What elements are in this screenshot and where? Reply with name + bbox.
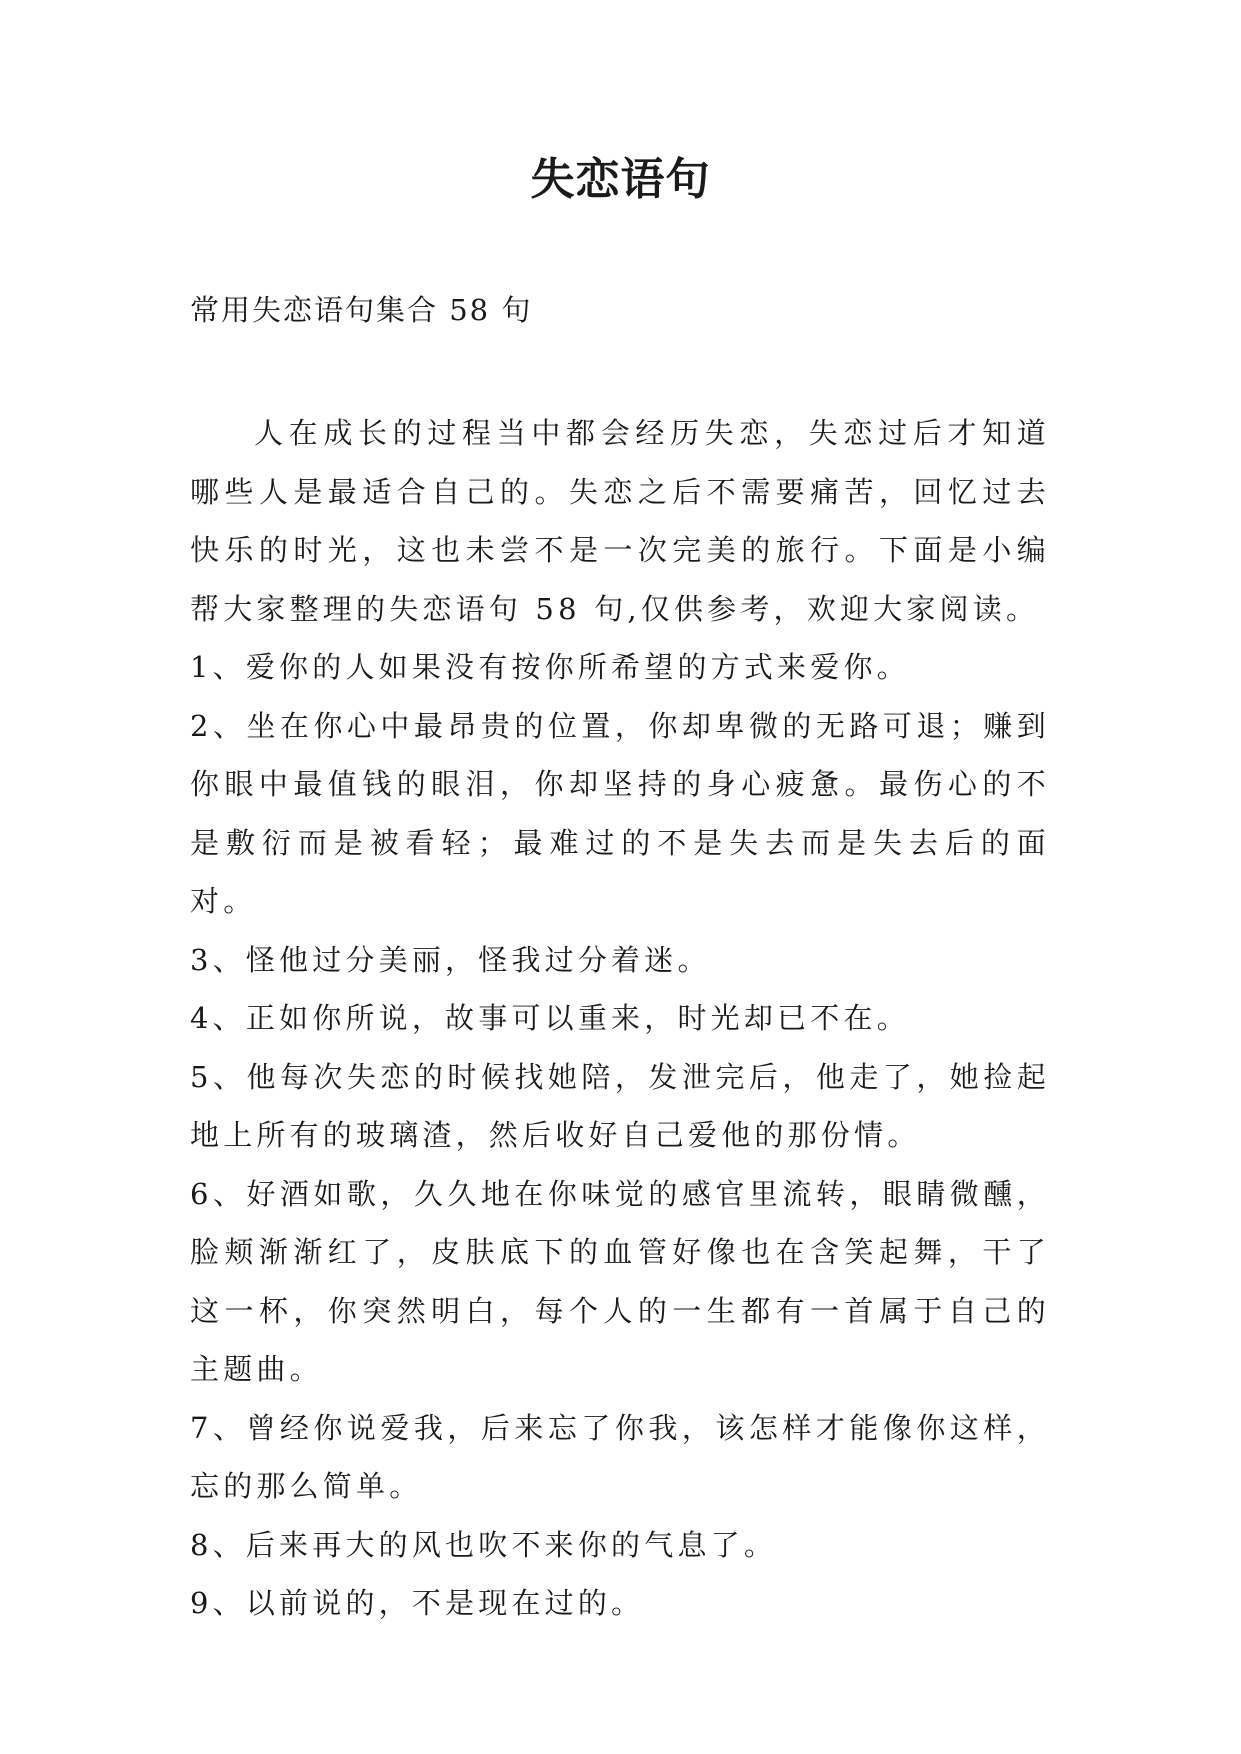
- quote-item-1: 1、爱你的人如果没有按你所希望的方式来爱你。: [190, 650, 910, 684]
- quote-item-3: 3、怪他过分美丽，怪我过分着迷。: [190, 942, 711, 977]
- document-title: 失恋语句: [530, 154, 711, 205]
- quote-item-9: 9、以前说的，不是现在过的。: [190, 1586, 645, 1620]
- quote-item-7: 7、曾经你说爱我，后来忘了你我，该怎样才能像你这样，忘的那么简单。: [190, 1410, 1050, 1503]
- intro-paragraph: 人在成长的过程当中都会经历失恋，失恋过后才知道哪些人是最适合自己的。失恋之后不需要痛苦，回忆过去快乐的时光，这也未尝不是一次完美的旅行。下面是小编帮大家整理的失恋语句 58 句,仅供参考，欢迎大家阅读。: [190, 416, 1050, 626]
- document-body: [190, 404, 1050, 1633]
- quote-item-6: 6、好酒如歌，久久地在你味觉的感官里流转，眼睛微醺，脸颊渐渐红了，皮肤底下的血管好像也在含笑起舞，干了这一杯，你突然明白，每个人的一生都有一首属于自己的主题曲。: [190, 1176, 1050, 1386]
- quote-item-4: 4、正如你所说，故事可以重来，时光却已不在。: [190, 1001, 910, 1035]
- quote-item-2: 2、坐在你心中最昂贵的位置，你却卑微的无路可退；赚到你眼中最值钱的眼泪，你却坚持的身心疲惫。最伤心的不是敷衍而是被看轻；最难过的不是失去而是失去后的面对。: [190, 708, 1050, 918]
- quote-item-8: 8、后来再大的风也吹不来你的气息了。: [190, 1527, 778, 1562]
- quote-item-5: 5、他每次失恋的时候找她陪，发泄完后，他走了，她捡起地上所有的玻璃渣，然后收好自己爱他的那份情。: [190, 1059, 1050, 1152]
- document-subtitle: 常用失恋语句集合 58 句: [190, 293, 533, 327]
